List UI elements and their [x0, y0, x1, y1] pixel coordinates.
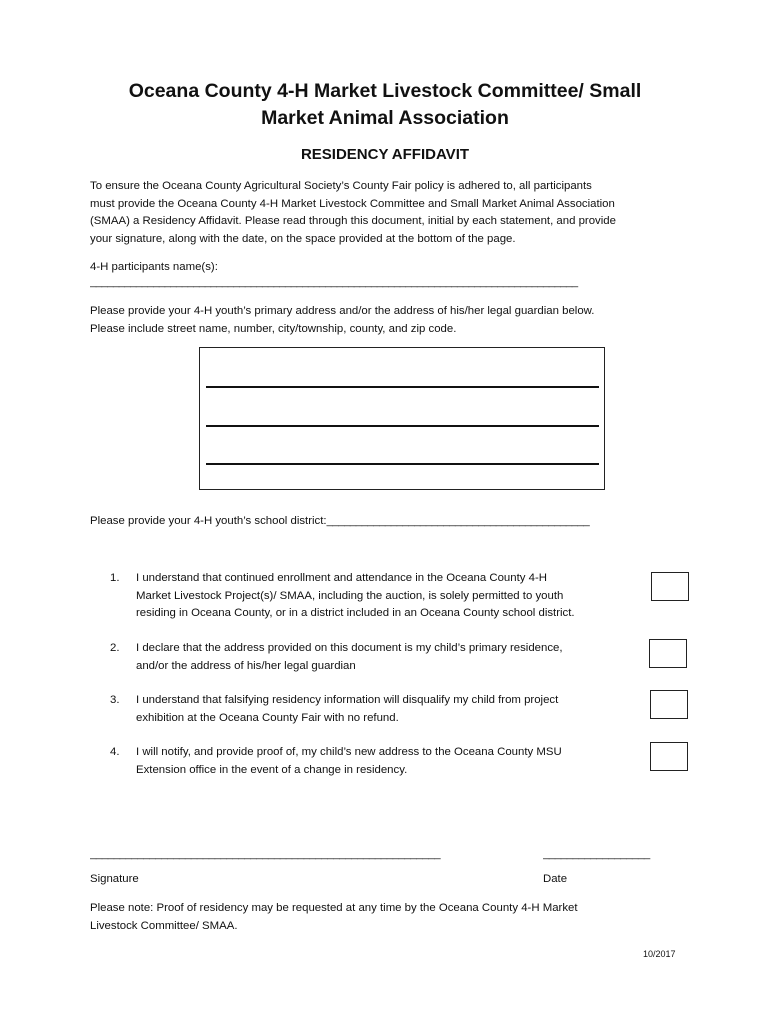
statement-line: Market Livestock Project(s)/ SMAA, including the auction, is solely permitted to youth — [136, 589, 564, 602]
statement-number: 2. — [110, 642, 120, 654]
page-title — [0, 78, 770, 132]
address-line-1[interactable] — [206, 386, 599, 388]
note-line: Livestock Committee/ SMAA. — [90, 919, 238, 932]
date-label: Date — [543, 873, 568, 885]
statement-number: 4. — [110, 746, 120, 758]
intro-line: must provide the Oceana County 4-H Market Livestock Committee and Small Market Animal Association — [90, 197, 615, 210]
initial-box-2[interactable] — [649, 639, 687, 668]
statement-line: I understand that falsifying residency information will disqualify my child from project — [136, 694, 559, 706]
address-instructions — [90, 303, 710, 338]
address-box[interactable] — [199, 347, 605, 490]
revision-date: 10/2017 — [643, 949, 676, 959]
date-field[interactable]: __________________ — [543, 848, 650, 860]
intro-line: (SMAA) a Residency Affidavit. Please read through this document, initial by each statement, and provide — [90, 215, 616, 227]
statement-1 — [136, 570, 636, 623]
statement-line: I declare that the address provided on this document is my child’s primary residence, — [136, 642, 563, 654]
title-line-2: Market Animal Association — [261, 107, 509, 129]
school-district-row — [90, 513, 710, 531]
title-line-1: Oceana County 4-H Market Livestock Committee/ Small — [128, 80, 642, 102]
address-instruction-line: Please provide your 4-H youth’s primary address and/or the address of his/her legal guardian below. — [90, 305, 595, 317]
statement-4 — [136, 744, 636, 779]
residency-note — [90, 900, 690, 935]
statement-line: and/or the address of his/her legal guardian — [136, 659, 356, 672]
signature-label: Signature — [90, 873, 139, 885]
statement-line: I understand that continued enrollment and attendance in the Oceana County 4-H — [136, 572, 547, 584]
signature-field[interactable]: ___________________________________________________________ — [90, 848, 441, 860]
statement-number: 3. — [110, 694, 120, 706]
intro-paragraph — [90, 178, 690, 248]
statement-line: residing in Oceana County, or in a district included in an Oceana County school district. — [136, 607, 575, 619]
page-subtitle: RESIDENCY AFFIDAVIT — [300, 146, 470, 163]
note-line: Please note: Proof of residency may be requested at any time by the Oceana County 4-H Market — [90, 902, 578, 914]
statement-line: I will notify, and provide proof of, my child’s new address to the Oceana County MSU — [136, 746, 562, 758]
statement-number: 1. — [110, 572, 120, 584]
statement-3 — [136, 692, 636, 727]
address-instruction-line: Please include street name, number, city/township, county, and zip code. — [90, 322, 457, 335]
intro-line: To ensure the Oceana County Agricultural Society’s County Fair policy is adhered to, all participants — [90, 180, 592, 192]
participants-label: 4-H participants name(s): — [90, 261, 218, 273]
school-district-field[interactable]: _____________________________________________ — [326, 515, 590, 527]
address-line-2[interactable] — [206, 425, 599, 427]
initial-box-4[interactable] — [650, 742, 688, 771]
intro-line: your signature, along with the date, on the space provided at the bottom of the page. — [90, 232, 516, 245]
initial-box-1[interactable] — [651, 572, 689, 601]
address-line-3[interactable] — [206, 463, 599, 465]
statement-2 — [136, 640, 636, 675]
statement-line: exhibition at the Oceana County Fair with no refund. — [136, 711, 399, 724]
initial-box-3[interactable] — [650, 690, 688, 719]
statement-line: Extension office in the event of a change in residency. — [136, 763, 408, 776]
participants-name-field[interactable]: _____________________________________________________________________________________ — [90, 276, 578, 288]
school-district-label: Please provide your 4-H youth’s school district: — [90, 515, 327, 527]
